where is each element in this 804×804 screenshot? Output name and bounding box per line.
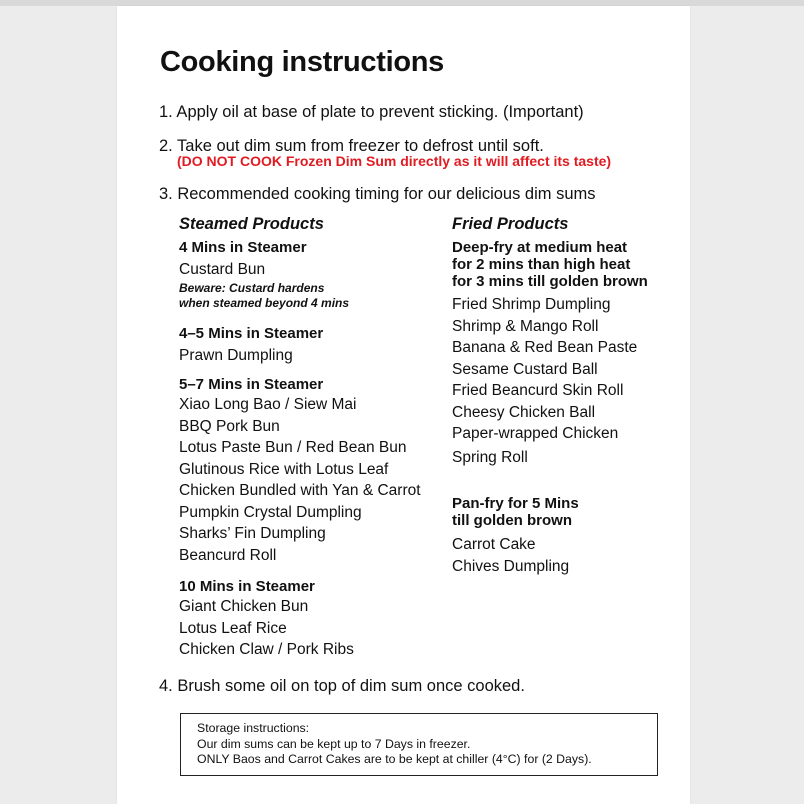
list-item: Spring Roll: [452, 448, 528, 466]
steamed-group-4-mins-title: 4 Mins in Steamer: [179, 239, 307, 256]
list-item: Giant Chicken Bun: [179, 598, 309, 615]
list-item: Chives Dumpling: [452, 557, 570, 575]
deep-fry-title-line3: for 3 mins till golden brown: [452, 273, 648, 290]
deep-fry-title-line2: for 2 mins than high heat: [452, 256, 631, 273]
page-title: Cooking instructions: [160, 46, 445, 78]
pan-fry-title-line1: Pan-fry for 5 Mins: [452, 495, 579, 512]
list-item: Sesame Custard Ball: [452, 360, 598, 378]
list-item: Chicken Bundled with Yan & Carrot: [179, 482, 421, 499]
instruction-page: [117, 6, 690, 804]
list-item: Cheesy Chicken Ball: [452, 403, 596, 421]
list-item: Fried Beancurd Skin Roll: [452, 382, 624, 399]
storage-chiller-note: ONLY Baos and Carrot Cakes are to be kept at chiller (4°C) for (2 Days).: [197, 752, 592, 766]
steamed-products-heading: Steamed Products: [179, 215, 324, 233]
list-item: Fried Shrimp Dumpling: [452, 296, 611, 313]
step-2: 2. Take out dim sum from freezer to defrost until soft.: [159, 137, 544, 155]
list-item: Prawn Dumpling: [179, 346, 293, 364]
list-item: Shrimp & Mango Roll: [452, 317, 599, 335]
list-item: Carrot Cake: [452, 536, 536, 553]
list-item: Chicken Claw / Pork Ribs: [179, 641, 354, 658]
list-item: Banana & Red Bean Paste: [452, 339, 638, 356]
custard-beware-note-line1: Beware: Custard hardens: [179, 280, 325, 295]
custard-beware-note-line2: when steamed beyond 4 mins: [179, 295, 350, 310]
steamed-group-10-mins-title: 10 Mins in Steamer: [179, 578, 315, 595]
step-1: 1. Apply oil at base of plate to prevent sticking. (Important): [159, 103, 584, 121]
step-2-warning: (DO NOT COOK Frozen Dim Sum directly as it will affect its taste): [177, 153, 612, 169]
steamed-group-5-7-mins-title: 5–7 Mins in Steamer: [179, 376, 324, 393]
fried-products-heading: Fried Products: [452, 215, 569, 233]
list-item: Custard Bun: [179, 261, 266, 278]
list-item: Xiao Long Bao / Siew Mai: [179, 396, 357, 413]
list-item: Lotus Leaf Rice: [179, 619, 287, 637]
storage-instructions-box: [180, 713, 658, 776]
storage-heading: Storage instructions:: [197, 721, 310, 735]
step-3: 3. Recommended cooking timing for our delicious dim sums: [159, 185, 596, 203]
storage-freezer-note: Our dim sums can be kept up to 7 Days in freezer.: [197, 736, 471, 751]
pan-fry-title-line2: till golden brown: [452, 512, 572, 529]
step-4: 4. Brush some oil on top of dim sum once cooked.: [159, 677, 525, 695]
list-item: Paper-wrapped Chicken: [452, 425, 619, 442]
list-item: Sharks’ Fin Dumpling: [179, 525, 326, 542]
list-item: Beancurd Roll: [179, 546, 277, 564]
steamed-group-4-5-mins-title: 4–5 Mins in Steamer: [179, 324, 324, 342]
list-item: BBQ Pork Bun: [179, 417, 280, 435]
list-item: Pumpkin Crystal Dumpling: [179, 503, 362, 521]
list-item: Lotus Paste Bun / Red Bean Bun: [179, 439, 407, 456]
steamed-products-column: [179, 214, 421, 661]
fried-products-column: [452, 214, 648, 577]
list-item: Glutinous Rice with Lotus Leaf: [179, 460, 389, 478]
deep-fry-title-line1: Deep-fry at medium heat: [452, 239, 628, 256]
